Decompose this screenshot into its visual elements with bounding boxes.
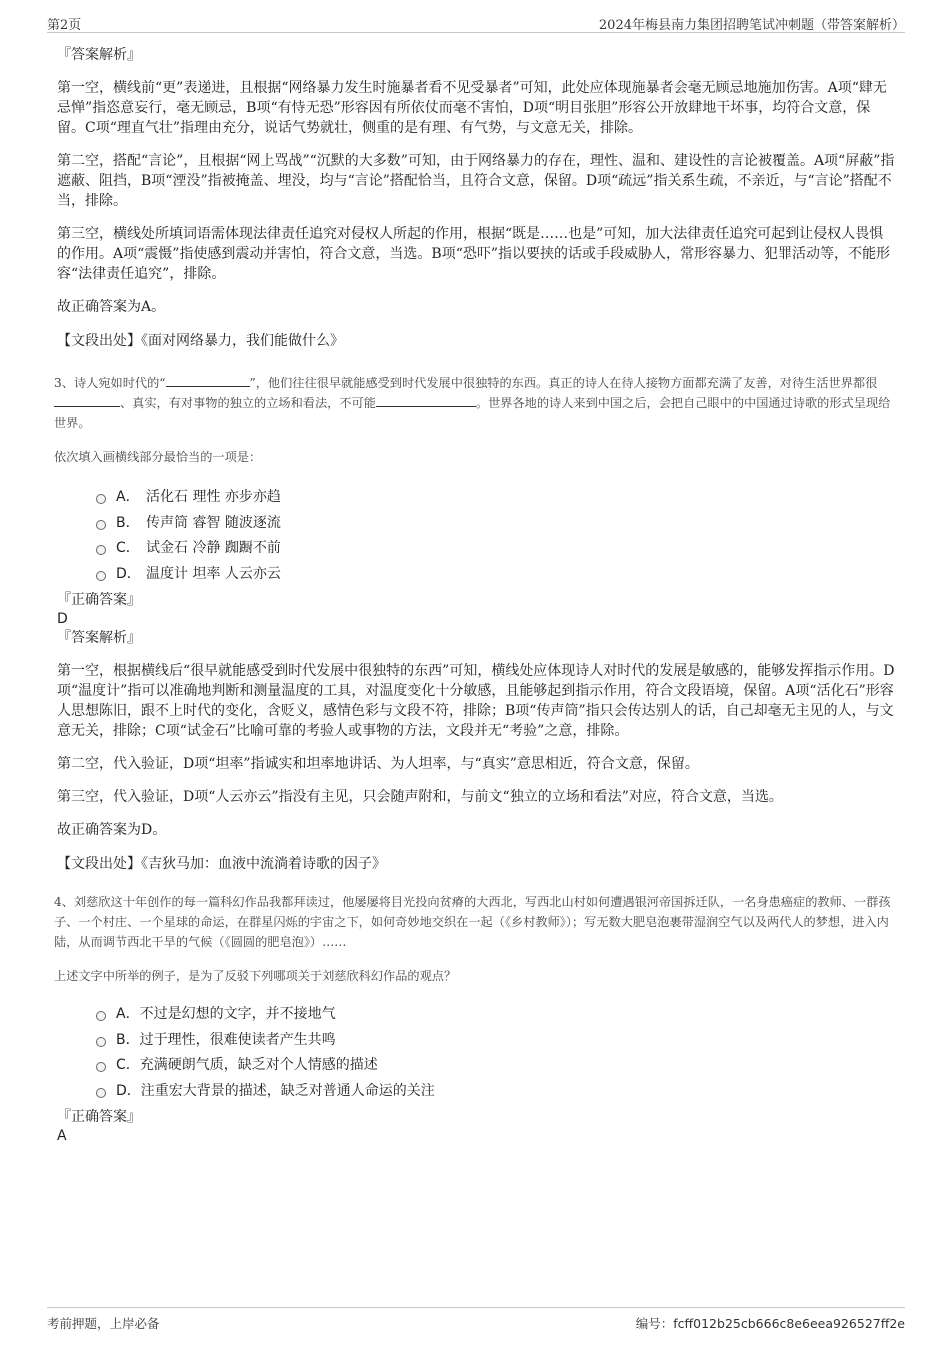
option-letter: B． <box>116 1031 140 1048</box>
page-number: 第2页 <box>47 18 82 33</box>
q2-analysis-label: 『答案解析』 <box>57 47 141 63</box>
q3-option-c[interactable] <box>96 538 897 564</box>
q3-analysis-para-1: 第一空，根据横线后“很早就能感受到时代发展中很独特的东西”可知，横线处应体现诗人对时代的发展是敏感的，能够发挥指示作用。D项“温度计”指可以准确地判断和测量温度的工具，对温度变化十分敏感，且能够起到指示作用，符合文段语境，保留。A项“活化石”形容人思想陈旧，跟不上时代的变化，含贬义，感情色彩与文段不符，排除；B项“传声筒”指只会传达别人的话，自己却毫无主见的人，与文意无关，排除；C项“试金石”比喻可靠的考验人或事物的方法，文段并无“考验”之意，排除。 <box>57 663 895 739</box>
q3-conclusion: 故正确答案为D。 <box>57 822 167 838</box>
radio-icon[interactable] <box>96 494 106 504</box>
option-text: 注重宏大背景的描述，缺乏对普通人命运的关注 <box>140 1082 435 1099</box>
radio-icon[interactable] <box>96 520 106 530</box>
radio-icon[interactable] <box>96 1062 106 1072</box>
q3-blank-2 <box>54 393 120 407</box>
option-text: 活化石 理性 亦步亦趋 <box>146 489 281 505</box>
q3-text-part-4: 。世界各地的诗人来到中国之后，会把自己眼中的中国通过诗歌的形式呈现给世界。 <box>54 396 891 430</box>
q3-option-d[interactable] <box>96 564 897 590</box>
radio-icon[interactable] <box>96 1011 106 1021</box>
option-letter: D． <box>116 1082 141 1099</box>
q3-answer: D <box>57 611 68 627</box>
radio-icon[interactable] <box>96 545 106 555</box>
q3-options <box>96 487 897 589</box>
q3-answer-label: 『正确答案』 <box>57 592 141 608</box>
q4-answer-label: 『正确答案』 <box>57 1109 141 1125</box>
q3-option-a[interactable] <box>96 487 897 513</box>
q3-blank-3 <box>376 393 476 407</box>
q4-question-text: 4、刘慈欣这十年创作的每一篇科幻作品我都拜读过，他屡屡将目光投向贫瘠的大西北，写西北山村如何遭遇银河帝国拆迁队，一名身患癌症的教师、一群孩子、一个村庄、一个星球的命运，在群星闪烁的宇宙之下，如何奇妙地交织在一起（《乡村教师》）；写无数大肥皂泡裹带湿润空气以及两代人的梦想，进入内陆，从而调节西北干旱的气候（《圆圆的肥皂泡》）…… <box>54 895 891 949</box>
serial-label: 编号： <box>635 1316 674 1331</box>
q3-text-part-1: 3、诗人宛如时代的“ <box>54 376 166 390</box>
option-letter: A． <box>116 1006 140 1022</box>
q3-blank-1 <box>166 373 250 387</box>
option-text: 不过是幻想的文字，并不接地气 <box>139 1006 336 1022</box>
q3-source-title: 《吉狄马加：血液中流淌着诗歌的因子》 <box>141 856 386 872</box>
option-text: 试金石 冷静 踟蹰不前 <box>146 540 281 556</box>
option-text: 充满硬朗气质，缺乏对个人情感的描述 <box>139 1057 378 1073</box>
page-content <box>54 45 897 1146</box>
q2-conclusion: 故正确答案为A。 <box>57 299 166 315</box>
q3-analysis-para-2: 第二空，代入验证，D项“坦率”指诚实和坦率地讲话、为人坦率，与“真实”意思相近，符合文意，保留。 <box>57 756 699 772</box>
footer-slogan: 考前押题，上岸必备 <box>47 1316 160 1331</box>
q3-question-text <box>54 373 897 433</box>
serial-number: fcff012b25cb666c8e6eea926527ff2e <box>673 1316 905 1331</box>
q3-question <box>54 373 897 433</box>
q3-option-b[interactable] <box>96 513 897 539</box>
q4-prompt: 上述文字中所举的例子，是为了反驳下列哪项关于刘慈欣科幻作品的观点？ <box>54 969 457 983</box>
radio-icon[interactable] <box>96 1037 106 1047</box>
page-footer <box>47 1307 905 1330</box>
radio-icon[interactable] <box>96 571 106 581</box>
option-letter: A． <box>116 489 140 505</box>
option-text: 传声筒 睿智 随波逐流 <box>146 514 281 531</box>
radio-icon[interactable] <box>96 1088 106 1098</box>
document-title: 2024年梅县南力集团招聘笔试冲刺题（带答案解析） <box>598 18 905 33</box>
option-letter: D． <box>116 565 141 582</box>
q2-source-title: 《面对网络暴力，我们能做什么》 <box>141 333 344 349</box>
q2-source-label: 【文段出处】 <box>57 333 141 349</box>
q4-option-a[interactable] <box>96 1004 897 1030</box>
option-text: 过于理性，很难使读者产生共鸣 <box>139 1031 336 1048</box>
q4-option-b[interactable] <box>96 1030 897 1056</box>
q4-question <box>54 892 897 952</box>
q3-text-part-3: 、真实，有对事物的独立的立场和看法，不可能 <box>120 396 376 410</box>
page-header <box>47 12 905 33</box>
q3-analysis-label: 『答案解析』 <box>57 630 141 646</box>
q4-option-c[interactable] <box>96 1055 897 1081</box>
option-text: 温度计 坦率 人云亦云 <box>146 565 281 582</box>
q4-option-d[interactable] <box>96 1081 897 1107</box>
footer-serial <box>636 1314 905 1332</box>
q2-analysis-para-1: 第一空，横线前“更”表递进，且根据“网络暴力发生时施暴者看不见受暴者”可知，此处应体现施暴者会毫无顾忌地施加伤害。A项“肆无忌惮”指恣意妄行，毫无顾忌，B项“有恃无恐”形容因有所依仗而毫不害怕，D项“明目张胆”形容公开放肆地干坏事，均符合文意，保留。C项“理直气壮”指理由充分，说话气势就壮，侧重的是有理、有气势，与文意无关，排除。 <box>57 80 887 136</box>
q4-options <box>96 1004 897 1106</box>
q2-source <box>57 331 897 351</box>
option-letter: B． <box>116 514 140 531</box>
q3-analysis-para-3: 第三空，代入验证，D项“人云亦云”指没有主见，只会随声附和，与前文“独立的立场和看法”对应，符合文意，当选。 <box>57 789 783 805</box>
option-letter: C． <box>116 1057 140 1073</box>
q3-prompt: 依次填入画横线部分最恰当的一项是： <box>54 450 262 464</box>
q4-answer: A <box>57 1128 67 1144</box>
q2-analysis-para-2: 第二空，搭配“言论”，且根据“网上骂战”“沉默的大多数”可知，由于网络暴力的存在，理性、温和、建设性的言论被覆盖。A项“屏蔽”指遮蔽、阻挡，B项“湮没”指被掩盖、埋没，均与“言论”搭配恰当，且符合文意，保留。D项“疏远”指关系生疏，不亲近，与“言论”搭配不当，排除。 <box>57 153 895 209</box>
q3-source-label: 【文段出处】 <box>57 856 141 872</box>
q2-analysis-para-3: 第三空，横线处所填词语需体现法律责任追究对侵权人所起的作用，根据“既是……也是”可知，加大法律责任追究可起到让侵权人畏惧的作用。A项“震慑”指使感到震动并害怕，符合文意，当选。B项“恐吓”指以要挟的话或手段威胁人，常形容暴力、犯罪活动等，不能形容“法律责任追究”，排除。 <box>57 226 891 282</box>
q3-source <box>57 854 897 874</box>
q3-text-part-2: ”，他们往往很早就能感受到时代发展中很独特的东西。真正的诗人在待人接物方面都充满了友善，对待生活世界都很 <box>249 376 878 390</box>
option-letter: C． <box>116 540 140 556</box>
